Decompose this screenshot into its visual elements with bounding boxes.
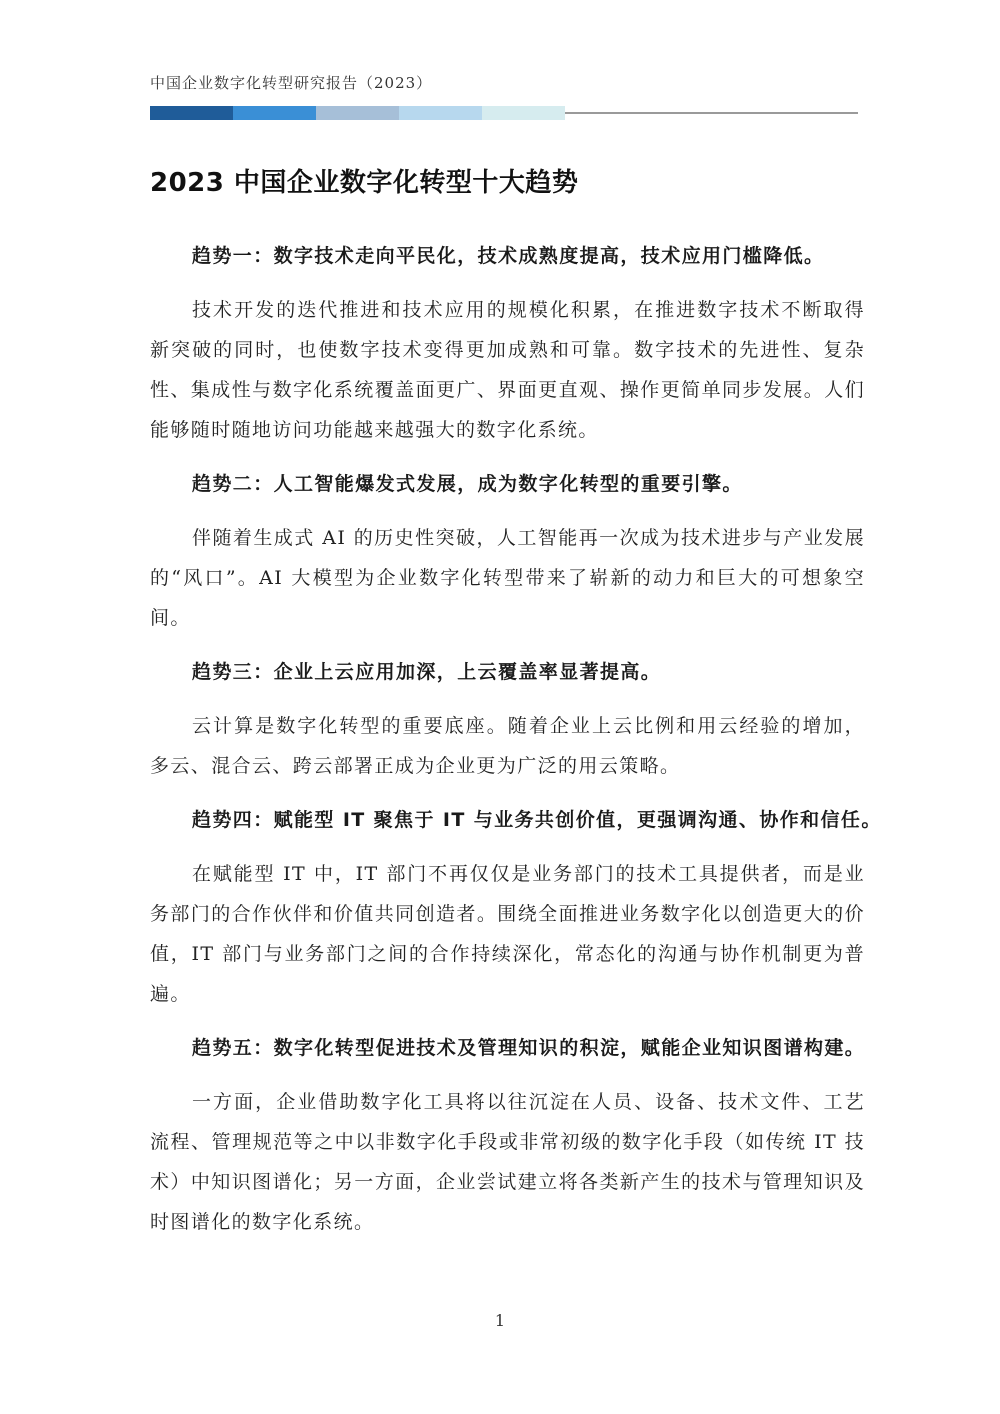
trend-body: 在赋能型 IT 中，IT 部门不再仅仅是业务部门的技术工具提供者，而是业务部门的合作伙伴和价值共同创造者。围绕全面推进业务数字化以创造更大的价值，IT 部门与业务部门之间的合作持续深化，常态化的沟通与协作机制更为普遍。	[150, 863, 865, 1005]
trend-body: 技术开发的迭代推进和技术应用的规模化积累，在推进数字技术不断取得新突破的同时，也使数字技术变得更加成熟和可靠。数字技术的先进性、复杂性、集成性与数字化系统覆盖面更广、界面更直观、操作更简单同步发展。人们能够随时随地访问功能越来越强大的数字化系统。	[150, 299, 865, 441]
header-bar-segment	[233, 106, 316, 120]
page-number: 1	[494, 1311, 506, 1330]
trend-body: 云计算是数字化转型的重要底座。随着企业上云比例和用云经验的增加，多云、混合云、跨云部署正成为企业更为广泛的用云策略。	[150, 715, 865, 777]
trend-block	[150, 652, 865, 800]
trend-block	[150, 464, 865, 652]
header-bar-segment	[482, 106, 565, 120]
header-bar-segment	[316, 106, 399, 120]
trend-block	[150, 236, 865, 464]
trend-block	[150, 800, 882, 1028]
trend-heading: 趋势四：赋能型 IT 聚焦于 IT 与业务共创价值，更强调沟通、协作和信任。	[192, 809, 882, 831]
trend-body: 伴随着生成式 AI 的历史性突破，人工智能再一次成为技术进步与产业发展的“风口”。AI 大模型为企业数字化转型带来了崭新的动力和巨大的可想象空间。	[150, 527, 865, 629]
trend-heading: 趋势五：数字化转型促进技术及管理知识的积淀，赋能企业知识图谱构建。	[192, 1037, 866, 1059]
running-header: 中国企业数字化转型研究报告（2023）	[150, 74, 433, 92]
trend-block	[150, 1028, 865, 1242]
trend-heading: 趋势二：人工智能爆发式发展，成为数字化转型的重要引擎。	[192, 473, 743, 495]
header-color-bar	[150, 106, 858, 120]
trend-heading: 趋势一：数字技术走向平民化，技术成熟度提高，技术应用门槛降低。	[192, 245, 825, 267]
trend-body: 一方面，企业借助数字化工具将以往沉淀在人员、设备、技术文件、工艺流程、管理规范等之中以非数字化手段或非常初级的数字化手段（如传统 IT 技术）中知识图谱化；另一方面，企业尝试建立将各类新产生的技术与管理知识及时图谱化的数字化系统。	[150, 1091, 865, 1233]
header-bar-segment	[150, 106, 233, 120]
trend-heading: 趋势三：企业上云应用加深，上云覆盖率显著提高。	[192, 661, 662, 683]
header-rule	[565, 112, 858, 114]
trends-section	[150, 236, 882, 1242]
header-bar-segment	[399, 106, 482, 120]
page-title: 2023 中国企业数字化转型十大趋势	[150, 168, 579, 198]
